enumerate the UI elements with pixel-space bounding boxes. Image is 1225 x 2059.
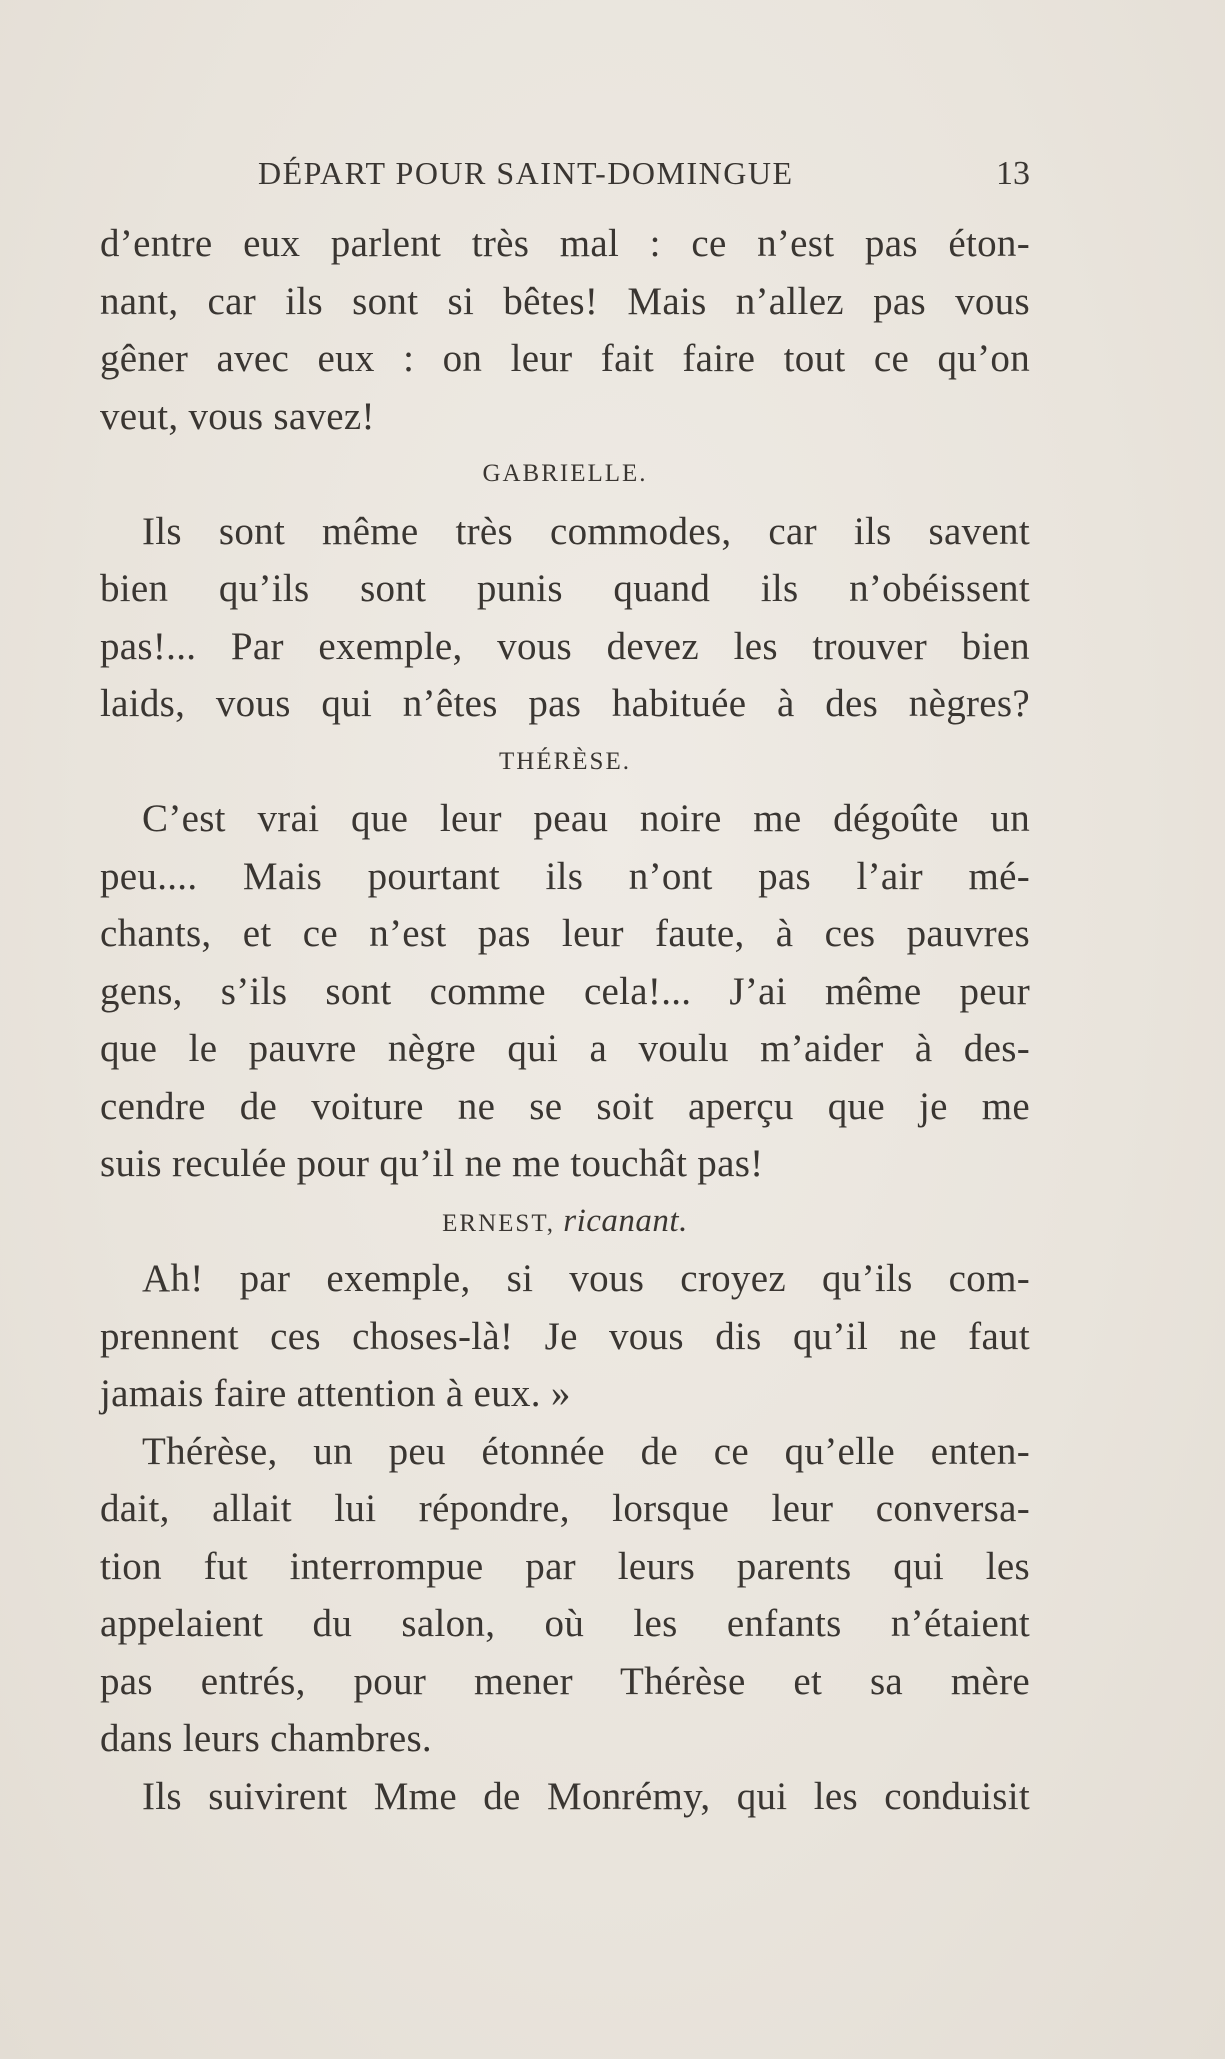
paragraph (100, 1250, 1030, 1423)
text-line: prennent ces choses-là! Je vous dis qu’il ne faut (100, 1314, 1030, 1358)
text-line: bien qu’ils sont punis quand ils n’obéissent (100, 567, 1030, 610)
text-line: d’entre eux parlent très mal : ce n’est pas éton- (100, 222, 1030, 265)
text-line: suis reculée pour qu’il ne me touchât pas! (100, 1142, 764, 1185)
text-line: veut, vous savez! (100, 394, 375, 438)
speaker-name: ERNEST, (442, 1209, 555, 1237)
text-line: tion fut interrompue par leurs parents qui les (100, 1544, 1030, 1588)
text-line: peu.... Mais pourtant ils n’ont pas l’air mé- (100, 854, 1030, 898)
text-line: nant, car ils sont si bêtes! Mais n’allez pas vous (100, 279, 1030, 323)
speaker-heading: GABRIELLE. (482, 460, 648, 487)
text-line: jamais faire attention à eux. » (100, 1372, 571, 1415)
text-line: pas entrés, pour mener Thérèse et sa mère (100, 1659, 1030, 1703)
text-line: C’est vrai que leur peau noire me dégoûte un (142, 797, 1030, 840)
running-title: DÉPART POUR SAINT-DOMINGUE (258, 155, 794, 191)
text-line: Thérèse, un peu étonnée de ce qu’elle enten- (142, 1429, 1030, 1473)
text-line: que le pauvre nègre qui a voulu m’aider à des- (100, 1027, 1030, 1070)
text-line: dans leurs chambres. (100, 1717, 432, 1760)
page-number: 13 (996, 155, 1030, 192)
text-line: Ils suivirent Mme de Monrémy, qui les conduisit (142, 1774, 1030, 1818)
paragraph (100, 1768, 1030, 1826)
body-text (100, 215, 1030, 1825)
text-line: gêner avec eux : on leur fait faire tout ce qu’on (100, 337, 1030, 380)
stage-direction: ricanant. (563, 1202, 688, 1239)
page-header (100, 155, 1030, 201)
text-line: Ils sont même très commodes, car ils savent (142, 509, 1030, 553)
speaker-heading: THÉRÈSE. (499, 747, 631, 775)
speaker-heading (100, 1193, 1030, 1251)
text-line: gens, s’ils sont comme cela!... J’ai même peur (100, 969, 1030, 1013)
paragraph (100, 215, 1030, 445)
paragraph (100, 1423, 1030, 1768)
paragraph (100, 503, 1030, 733)
text-line: pas!... Par exemple, vous devez les trouver bien (100, 624, 1030, 668)
text-line: cendre de voiture ne se soit aperçu que je me (100, 1084, 1030, 1128)
text-line: appelaient du salon, où les enfants n’étaient (100, 1602, 1030, 1645)
text-line: dait, allait lui répondre, lorsque leur conversa- (100, 1487, 1030, 1530)
text-line: chants, et ce n’est pas leur faute, à ces pauvres (100, 912, 1030, 955)
text-line: Ah! par exemple, si vous croyez qu’ils com- (142, 1257, 1030, 1300)
paragraph (100, 790, 1030, 1193)
text-line: laids, vous qui n’êtes pas habituée à des nègres? (100, 682, 1030, 725)
